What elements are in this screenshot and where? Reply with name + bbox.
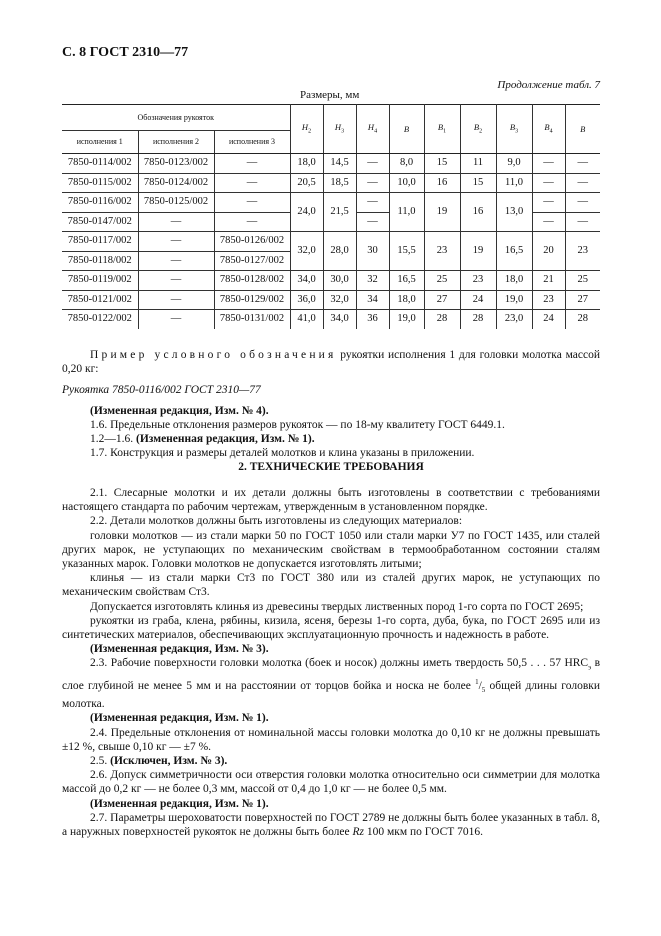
cell: 30 [356, 232, 389, 271]
cell: — [565, 173, 600, 193]
cell: 23 [460, 271, 496, 291]
cell: 7850-0124/002 [138, 173, 214, 193]
cell: 28 [460, 310, 496, 329]
sub-header-variant-2: исполнения 2 [138, 131, 214, 154]
paragraph-2-2-heads: головки молотков — из стали марки 50 по ГОСТ 1050 или стали марки У7 по ГОСТ 1435, или сталей других марок, не уступающих по механическим свойствам в термообработанном состоянии сталям указанных марок. Головки молотков не допускается изготовлять литыми; [62, 529, 600, 571]
cell: 18,0 [290, 154, 323, 174]
cell: 19 [424, 193, 460, 232]
cell: 16 [460, 193, 496, 232]
cell: 7850-0128/002 [214, 271, 290, 291]
col-b1-header: $B_1$ [424, 105, 460, 154]
cell: — [138, 232, 214, 252]
table-row [62, 173, 600, 193]
cell: 30,0 [323, 271, 356, 291]
sub-header-variant-1: исполнения 1 [62, 131, 138, 154]
cell: 23 [532, 290, 565, 310]
cell: 24 [532, 310, 565, 329]
cell: 34,0 [323, 310, 356, 329]
cell: 7850-0115/002 [62, 173, 138, 193]
paragraph-2-7: 2.7. Параметры шероховатости поверхностей по ГОСТ 2789 не должны быть более указанных в табл. 8, а наружных поверхностей рукояток не должны быть более Rz 100 мкм по ГОСТ 7016. [62, 811, 600, 839]
cell: 11,0 [496, 173, 532, 193]
cell: 36 [356, 310, 389, 329]
cell: 13,0 [496, 193, 532, 232]
table-row [62, 290, 600, 310]
cell: 28 [424, 310, 460, 329]
cell: 15,5 [389, 232, 424, 271]
cell: 7850-0121/002 [62, 290, 138, 310]
table-row [62, 154, 600, 174]
cell: 27 [424, 290, 460, 310]
cell: — [138, 290, 214, 310]
paragraph-2-3: 2.3. Рабочие поверхности головки молотка (боек и носок) должны иметь твердость 50,5 . . . 57 $HRC_э$ в слое глубиной не менее 5 мм и на расстоянии от торцов бойка и носка не более $^1/_5$ общей длины головки молотка. [62, 657, 600, 711]
edit-note: (Измененная редакция, Изм. № 1). [90, 712, 269, 725]
paragraph-1-6: 1.6. Предельные отклонения размеров рукояток — по 18-му квалитету ГОСТ 6449.1. [90, 418, 505, 431]
cell: 10,0 [389, 173, 424, 193]
cell: — [532, 173, 565, 193]
edit-note: (Измененная редакция, Изм. № 1). [90, 797, 269, 810]
text-block-clause-1 [62, 348, 600, 460]
cell: 34,0 [290, 271, 323, 291]
col-h4-header: $H_4$ [356, 105, 389, 154]
table-row [62, 310, 600, 329]
cell: 7850-0117/002 [62, 232, 138, 252]
col-b4-header: $B_4$ [532, 105, 565, 154]
col-h2-header: $H_2$ [290, 105, 323, 154]
cell: 21 [532, 271, 565, 291]
cell: — [214, 154, 290, 174]
cell: 18,0 [389, 290, 424, 310]
cell: 32,0 [290, 232, 323, 271]
paragraph-1-7: 1.7. Конструкция и размеры деталей молотков и клина указаны в приложении. [90, 447, 475, 460]
paragraph-2-4: 2.4. Предельные отклонения от номинальной массы головки молотка до 0,10 кг не должны превышать ±12 %, свыше 0,10 кг — ±7 %. [62, 726, 600, 753]
cell: 25 [424, 271, 460, 291]
cell: — [565, 154, 600, 174]
cell: 19 [460, 232, 496, 271]
cell: 20 [532, 232, 565, 271]
cell: 16,5 [389, 271, 424, 291]
cell: — [356, 212, 389, 232]
cell: 16,5 [496, 232, 532, 271]
table-row [62, 193, 600, 213]
sub-header-variant-3: исполнения 3 [214, 131, 290, 154]
cell: 11 [460, 154, 496, 174]
cell: — [138, 212, 214, 232]
cell: 7850-0119/002 [62, 271, 138, 291]
cell: — [138, 271, 214, 291]
cell: 28,0 [323, 232, 356, 271]
example-designation: Рукоятка 7850-0116/002 ГОСТ 2310—77 [62, 384, 261, 397]
paragraph-2-2: 2.2. Детали молотков должны быть изготовлены из следующих материалов: [90, 515, 463, 528]
cell: — [565, 193, 600, 213]
col-b3-header: $B_3$ [496, 105, 532, 154]
cell: 24,0 [290, 193, 323, 232]
cell: 11,0 [389, 193, 424, 232]
col-b-header: B [389, 105, 424, 154]
group-header: Обозначения рукояток [62, 105, 290, 131]
cell: 32,0 [323, 290, 356, 310]
cell: — [532, 154, 565, 174]
cell: 28 [565, 310, 600, 329]
cell: 20,5 [290, 173, 323, 193]
cell: 15 [424, 154, 460, 174]
cell: 18,0 [496, 271, 532, 291]
cell: 9,0 [496, 154, 532, 174]
cell: 23 [565, 232, 600, 271]
cell: 14,5 [323, 154, 356, 174]
cell: 25 [565, 271, 600, 291]
cell: — [356, 173, 389, 193]
paragraph-2-2-wedges: клинья — из стали марки Ст3 по ГОСТ 380 или из сталей других марок, не уступающих по механическим свойствам Ст3. [62, 572, 600, 599]
cell: 7850-0127/002 [214, 251, 290, 271]
paragraph-2-6: 2.6. Допуск симметричности оси отверстия головки молотка относительно оси симметрии для молотка массой до 0,2 кг — не более 0,3 мм, массой от 0,4 до 1,0 кг — не более 0,5 мм. [62, 769, 600, 796]
col-b-last-header: B [565, 105, 600, 154]
cell: — [565, 212, 600, 232]
cell: — [532, 212, 565, 232]
cell: — [214, 173, 290, 193]
cell: 7850-0116/002 [62, 193, 138, 213]
cell: 7850-0147/002 [62, 212, 138, 232]
cell: 19,0 [389, 310, 424, 329]
cell: 19,0 [496, 290, 532, 310]
text-block-section-2 [62, 486, 600, 839]
cell: — [214, 212, 290, 232]
cell: 8,0 [389, 154, 424, 174]
paragraph-2-2-wood: Допускается изготовлять клинья из древесины твердых лиственных пород 1-го сорта по ГОСТ 2695; [90, 600, 584, 613]
paragraph-2-5: 2.5. (Исключен, Изм. № 3). [90, 755, 228, 768]
cell: 36,0 [290, 290, 323, 310]
example-paragraph: Пример условного обозначения рукоятки исполнения 1 для головки молотка массой 0,20 кг: [62, 349, 600, 376]
cell: 7850-0129/002 [214, 290, 290, 310]
cell: 41,0 [290, 310, 323, 329]
table-row [62, 232, 600, 252]
cell: 7850-0126/002 [214, 232, 290, 252]
page-header: С. 8 ГОСТ 2310—77 [62, 45, 189, 60]
units-label: Размеры, мм [300, 89, 360, 101]
cell: — [532, 193, 565, 213]
cell: 23 [424, 232, 460, 271]
paragraph-2-2-handles: рукоятки из граба, клена, рябины, кизила, ясеня, березы 1-го сорта, дуба, бука, по ГОСТ 2695 или из синтетических материалов, обеспечивающих эксплуатационную прочность и надежность в работе. [62, 614, 600, 642]
cell: — [138, 251, 214, 271]
paragraph-2-1: 2.1. Слесарные молотки и их детали должны быть изготовлены в соответствии с требованиями настоящего стандарта по рабочим чертежам, утвержденным в установленном порядке. [62, 487, 600, 514]
cell: — [138, 310, 214, 329]
paragraph-1-2-1-6: 1.2—1.6. (Измененная редакция, Изм. № 1). [90, 433, 315, 446]
cell: 18,5 [323, 173, 356, 193]
cell: 7850-0125/002 [138, 193, 214, 213]
cell: 15 [460, 173, 496, 193]
edit-note: (Измененная редакция, Изм. № 4). [90, 404, 269, 417]
cell: 7850-0118/002 [62, 251, 138, 271]
cell: — [356, 154, 389, 174]
cell: 23,0 [496, 310, 532, 329]
cell: 7850-0122/002 [62, 310, 138, 329]
table-continuation-label: Продолжение табл. 7 [497, 79, 600, 91]
cell: 34 [356, 290, 389, 310]
cell: — [356, 193, 389, 213]
col-h3-header: $H_3$ [323, 105, 356, 154]
table-row [62, 271, 600, 291]
edit-note: (Измененная редакция, Изм. № 3). [90, 643, 269, 656]
cell: 7850-0123/002 [138, 154, 214, 174]
cell: 7850-0114/002 [62, 154, 138, 174]
cell: 21,5 [323, 193, 356, 232]
cell: 24 [460, 290, 496, 310]
section-title: 2. ТЕХНИЧЕСКИЕ ТРЕБОВАНИЯ [238, 461, 424, 473]
cell: 7850-0131/002 [214, 310, 290, 329]
col-b2-header: $B_2$ [460, 105, 496, 154]
cell: — [214, 193, 290, 213]
cell: 27 [565, 290, 600, 310]
cell: 32 [356, 271, 389, 291]
handle-dimensions-table [62, 104, 600, 329]
cell: 16 [424, 173, 460, 193]
